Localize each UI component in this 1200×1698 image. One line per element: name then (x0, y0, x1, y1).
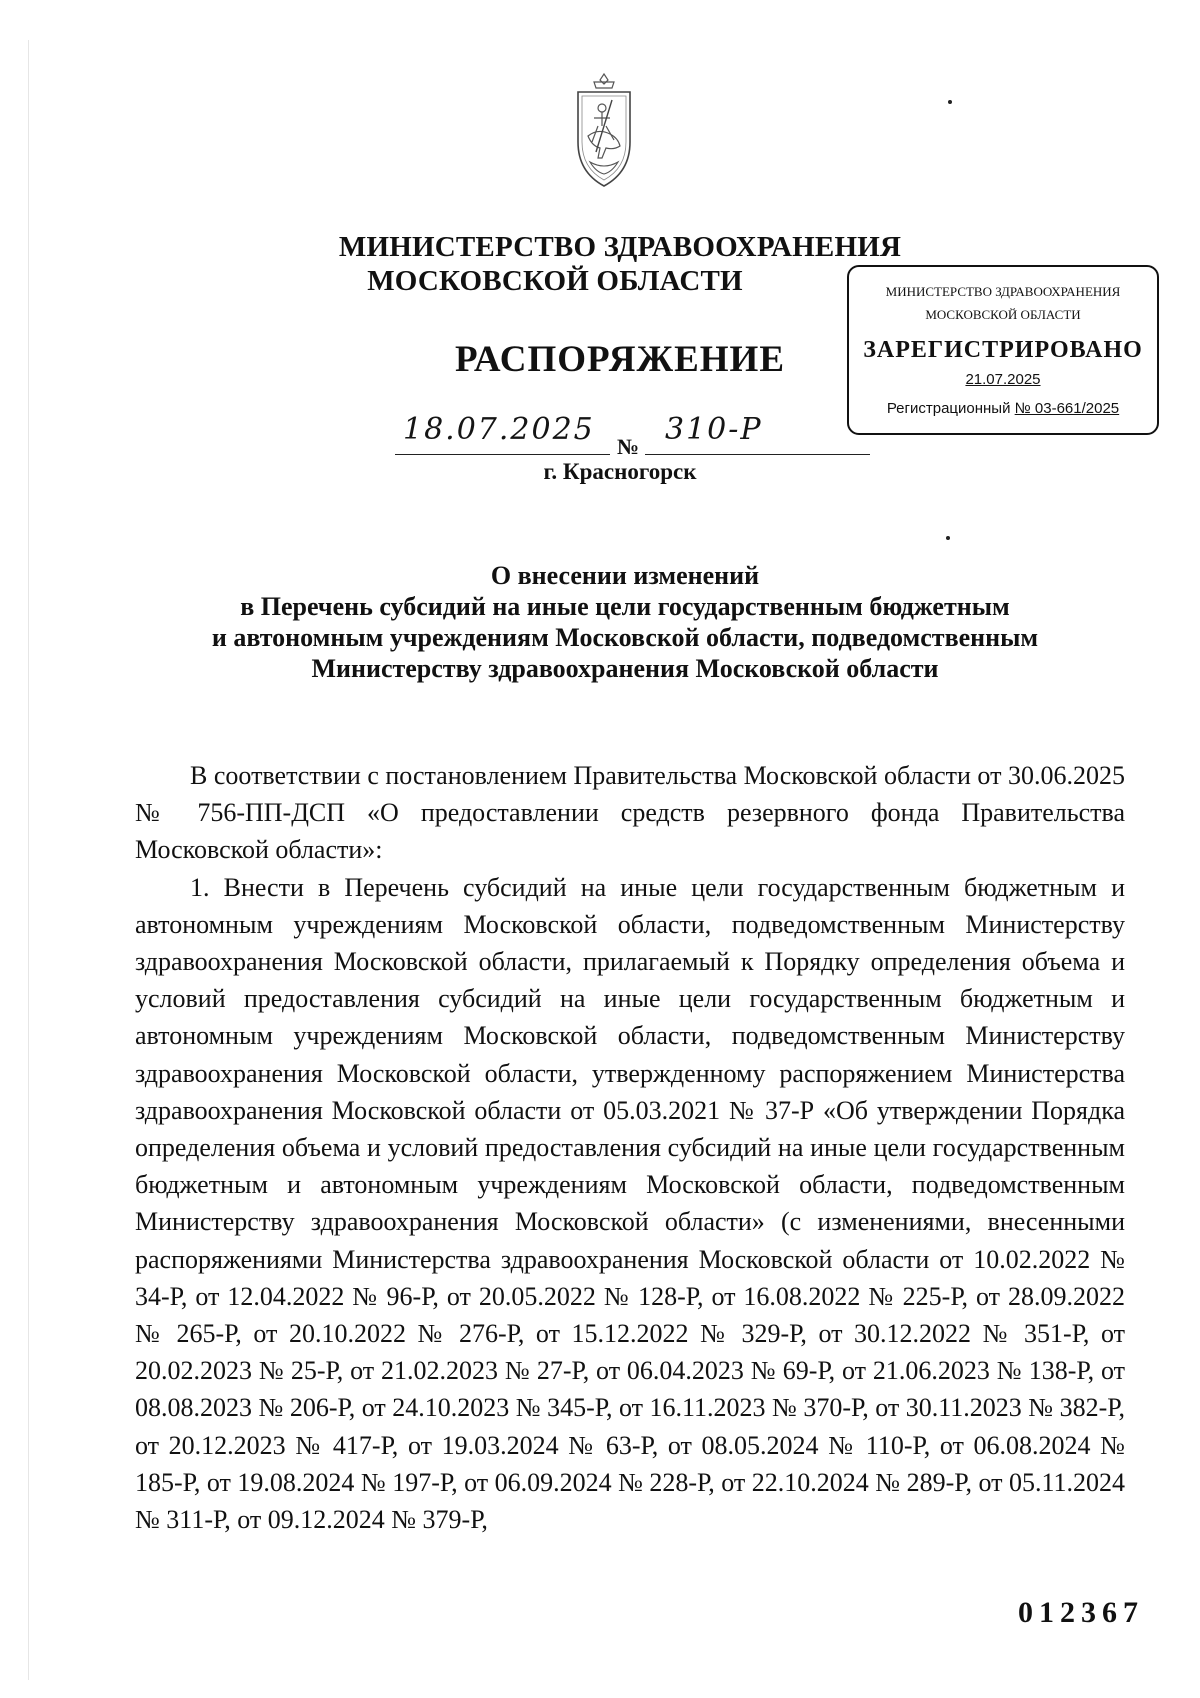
subject-line4: Министерству здравоохранения Московской области (311, 654, 939, 683)
subject-line1: О внесении изменений (490, 561, 760, 590)
document-body (135, 757, 1125, 1538)
number-underline (645, 454, 870, 455)
stamp-registration (849, 400, 1157, 417)
document-type-title: РАСПОРЯЖЕНИЕ (455, 339, 786, 380)
date-number-line (395, 412, 870, 462)
handwritten-date: 18.07.2025 (403, 412, 595, 447)
scan-speck (946, 536, 950, 540)
ministry-name-line2: МОСКОВСКОЙ ОБЛАСТИ (367, 265, 743, 297)
handwritten-number: 310-Р (665, 412, 763, 447)
city-name: г. Красногорск (543, 459, 697, 484)
subject-line2: в Перечень субсидий на иные цели государственным бюджетным (240, 592, 1010, 621)
stamp-org-line2: МОСКОВСКОЙ ОБЛАСТИ (925, 307, 1081, 322)
stamp-reg-label: Регистрационный (886, 400, 1015, 417)
item-1-paragraph: 1. Внести в Перечень субсидий на иные цели государственным бюджетным и автономным учреждениям Московской области, подведомственным Министерству здравоохранения Московской области, прилагаемый к Порядку определения объема и условий предоставления субсидий на иные цели государственным бюджетным и автономным учреждениям Московской области, подведомственным Министерству здравоохранения Московской области, утвержденному распоряжением Министерства здравоохранения Московской области от 05.03.2021 № 37-Р «Об утверждении Порядка определения объема и условий предоставления субсидий на иные цели государственным бюджетным и автономным учреждениям Московской области, подведомственным Министерству здравоохранения Московской области» (с изменениями, внесенными распоряжениями Министерства здравоохранения Московской области от 10.02.2022 № 34-Р, от 12.04.2022 № 96-Р, от 20.05.2022 № 128-Р, от 16.08.2022 № 225-Р, от 28.09.2022 № 265-Р, от 20.10.2022 № 276-Р, от 15.12.2022 № 329-Р, от 30.12.2022 № 351-Р, от 20.02.2023 № 25-Р, от 21.02.2023 № 27-Р, от 06.04.2023 № 69-Р, от 21.06.2023 № 138-Р, от 08.08.2023 № 206-Р, от 24.10.2023 № 345-Р, от 16.11.2023 № 370-Р, от 30.11.2023 № 382-Р, от 20.12.2023 № 417-Р, от 19.03.2024 № 63-Р, от 08.05.2024 № 110-Р, от 06.08.2024 № 185-Р, от 19.08.2024 № 197-Р, от 06.09.2024 № 228-Р, от 22.10.2024 № 289-Р, от 05.11.2024 № 311-Р, от 09.12.2024 № 379-Р, (135, 872, 1126, 1535)
stamp-reg-number: № 03-661/2025 (1014, 400, 1120, 417)
document-subject (150, 560, 1100, 684)
date-underline (395, 454, 610, 455)
scan-edge-line (28, 40, 29, 1680)
stamp-date: 21.07.2025 (965, 371, 1041, 388)
form-serial-number: 012367 (1018, 1596, 1144, 1629)
stamp-org-line1: МИНИСТЕРСТВО ЗДРАВООХРАНЕНИЯ (885, 284, 1121, 299)
scan-speck (948, 100, 952, 104)
registration-stamp (847, 265, 1159, 435)
ministry-name (300, 230, 940, 298)
stamp-status: ЗАРЕГИСТРИРОВАНО (863, 337, 1143, 363)
number-sign: № (617, 434, 640, 459)
preamble-paragraph: В соответствии с постановлением Правительства Московской области от 30.06.2025 № 756-ПП-ДСП «О предоставлении средств резервного фонда Правительства Московской области»: (135, 761, 1125, 865)
moscow-oblast-coat-of-arms-icon (572, 70, 636, 194)
subject-line3: и автономным учреждениям Московской области, подведомственным (211, 623, 1039, 652)
ministry-name-line1: МИНИСТЕРСТВО ЗДРАВООХРАНЕНИЯ (338, 231, 902, 263)
